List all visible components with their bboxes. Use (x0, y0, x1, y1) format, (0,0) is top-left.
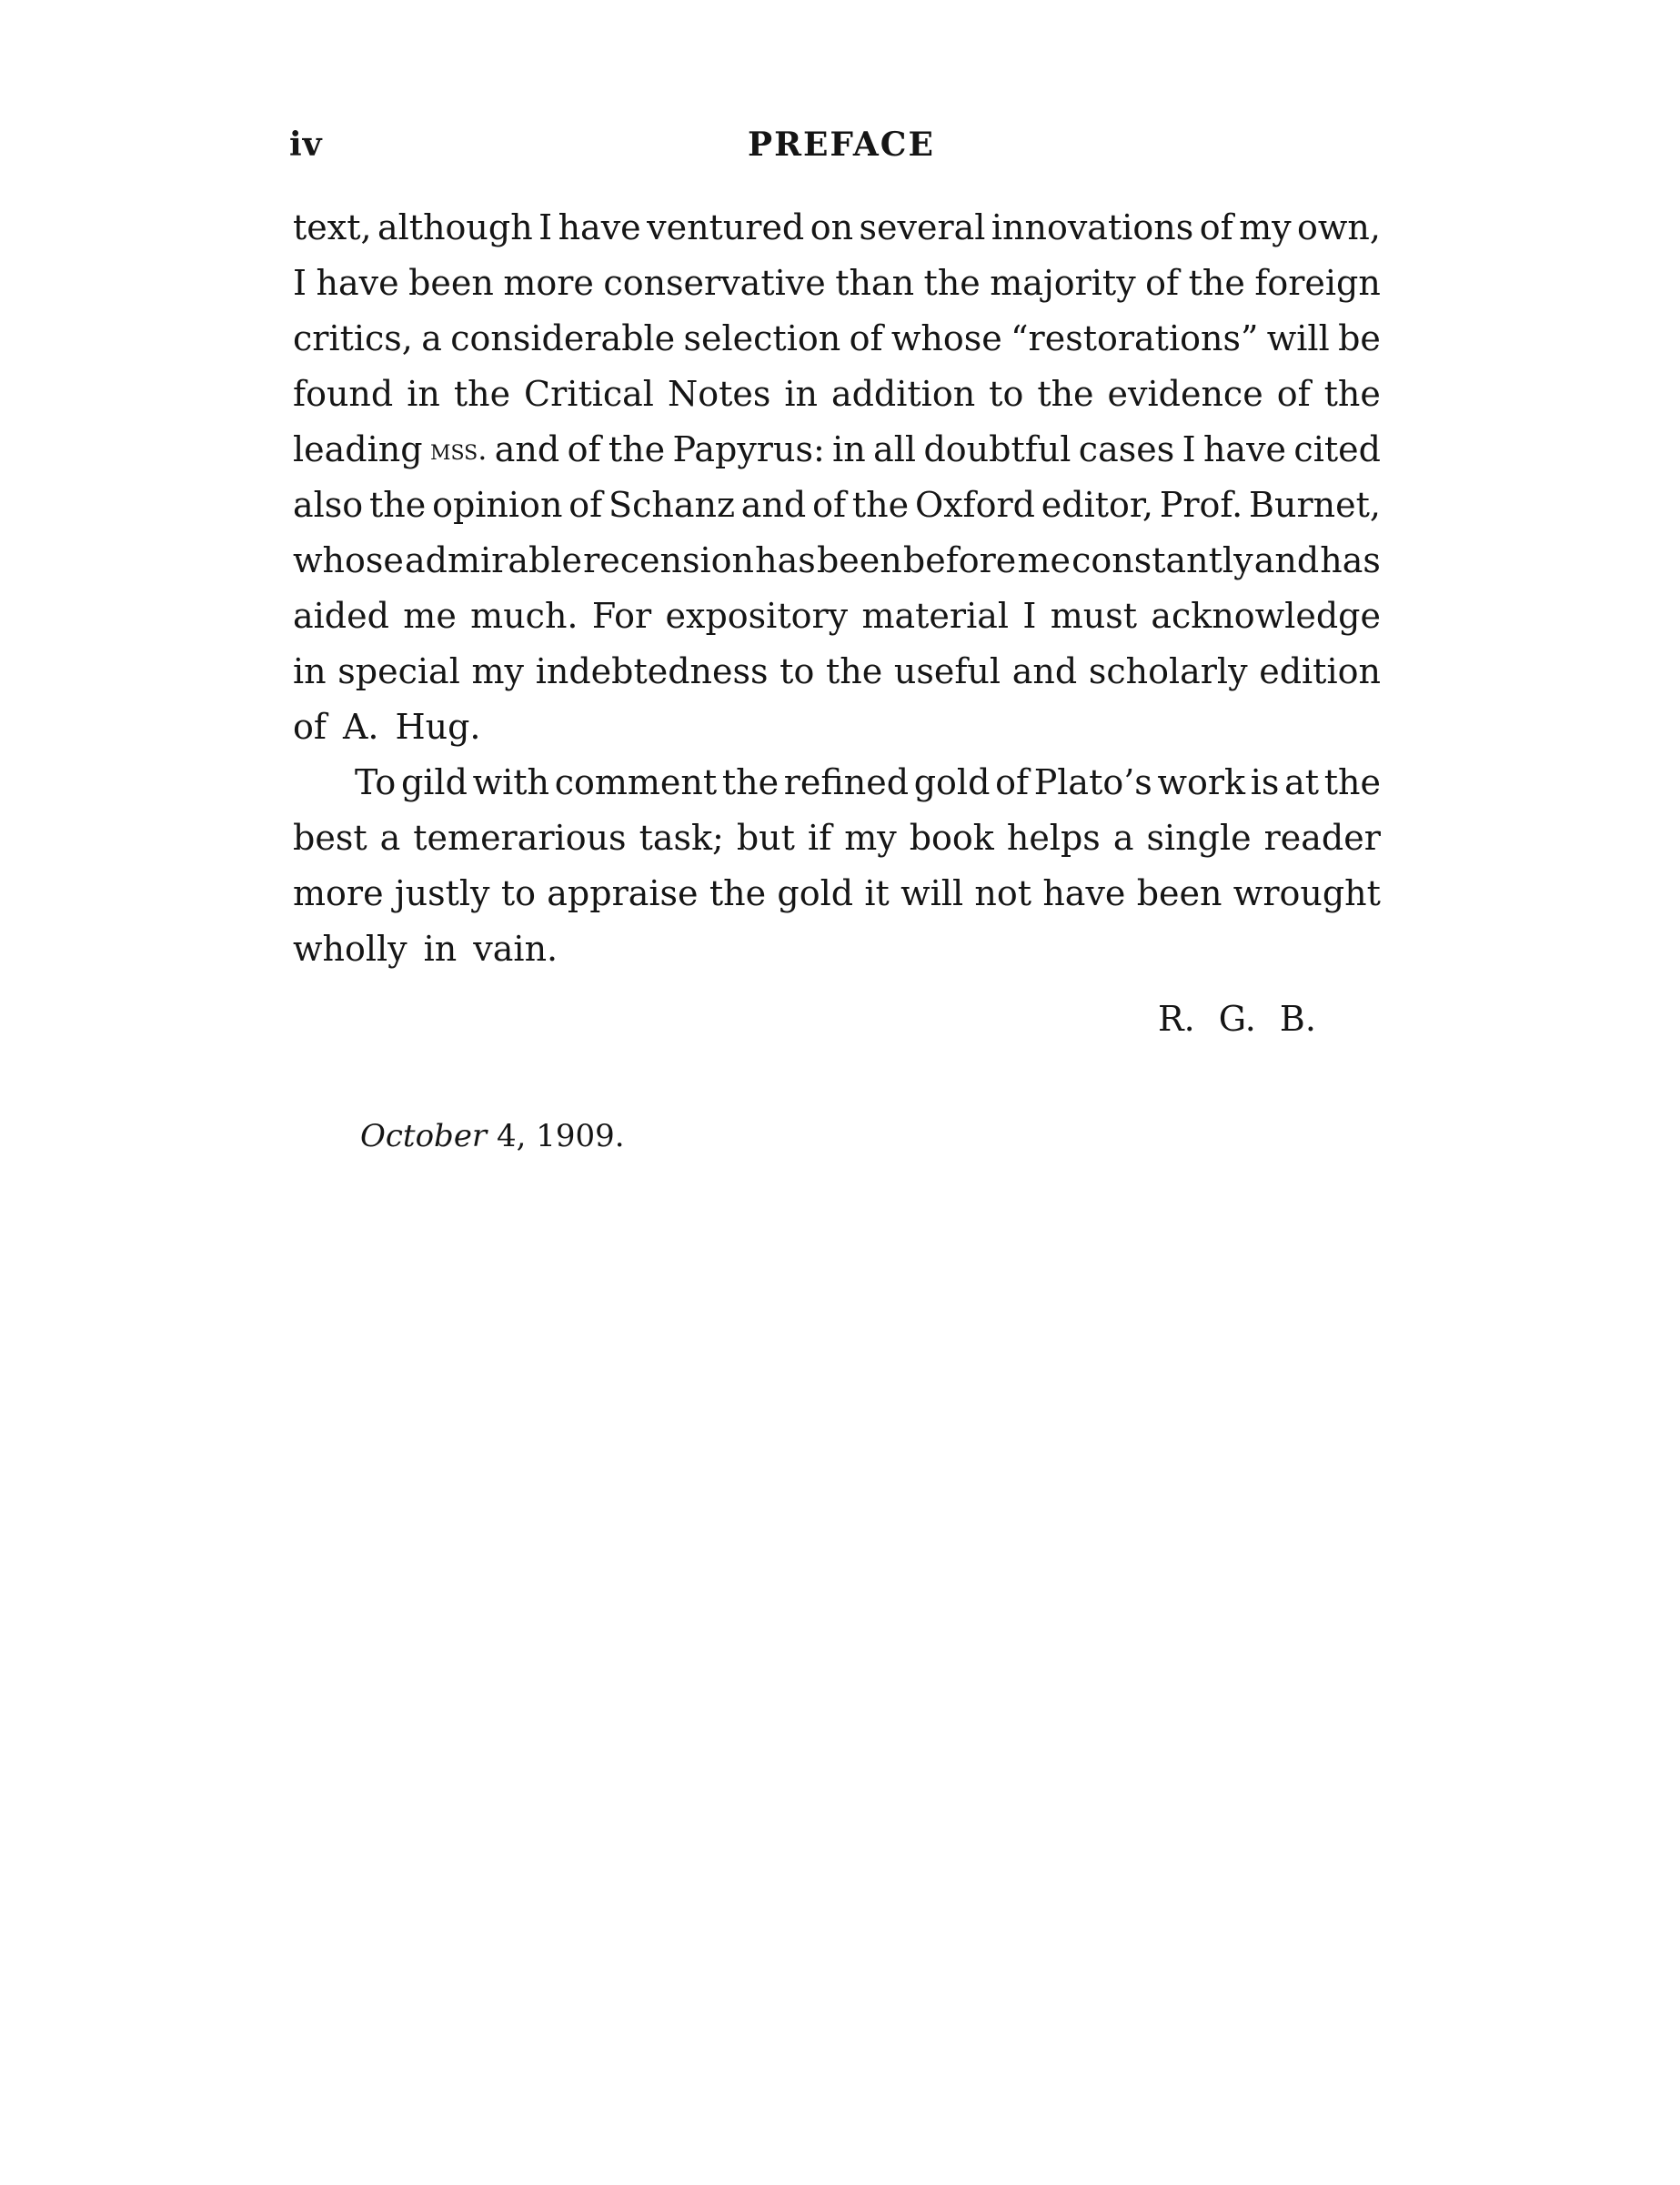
word: gild (400, 762, 468, 802)
word: in (293, 651, 327, 691)
text-line (293, 311, 1381, 367)
word: will (1266, 318, 1330, 358)
word: “restorations” (1011, 318, 1259, 358)
word: with (472, 762, 550, 802)
word: not (974, 873, 1032, 913)
word: editor, (1041, 485, 1153, 525)
word: of (995, 762, 1030, 802)
word: found (293, 374, 394, 414)
word: of (568, 485, 603, 525)
word: special (337, 651, 460, 691)
word: material (861, 596, 1010, 636)
word: best (293, 818, 367, 858)
word: a (1112, 818, 1134, 858)
word: refined (783, 762, 910, 802)
word: To (355, 762, 397, 802)
word: ventured (647, 207, 805, 247)
word: the (453, 374, 511, 414)
word: Papyrus: (672, 429, 825, 469)
word: all (873, 429, 917, 469)
word: have (558, 207, 641, 247)
word: I (538, 207, 553, 247)
word: For (591, 596, 652, 636)
word: whose (293, 540, 404, 580)
word: Hug. (395, 707, 481, 747)
word: mss. (429, 432, 488, 467)
word: has (1320, 540, 1381, 580)
word: I (1182, 429, 1196, 469)
text-line (293, 811, 1381, 866)
word: much. (470, 596, 578, 636)
word: been (1136, 873, 1222, 913)
word: have (1042, 873, 1126, 913)
word: opinion (432, 485, 563, 525)
word: than (835, 263, 915, 303)
word: the (923, 263, 981, 303)
word: to (780, 651, 815, 691)
word: the (608, 429, 666, 469)
word: before (902, 540, 1017, 580)
word: my (1239, 207, 1292, 247)
word: text, (293, 207, 372, 247)
word: of (293, 707, 327, 747)
word: leading (293, 429, 423, 469)
word: several (859, 207, 986, 247)
word: scholarly (1088, 651, 1248, 691)
word: a (379, 818, 401, 858)
word: and (494, 429, 560, 469)
word: gold (777, 873, 854, 913)
word: be (1338, 318, 1381, 358)
word: the (825, 651, 883, 691)
word: comment (554, 762, 718, 802)
date-line (360, 1118, 625, 1154)
word: the (369, 485, 427, 525)
word: selection (683, 318, 841, 358)
word: is (1250, 762, 1280, 802)
word: of (1199, 207, 1233, 247)
word: the (1323, 762, 1381, 802)
text-line (293, 755, 1381, 811)
word: the (721, 762, 780, 802)
word: more (503, 263, 594, 303)
word: my (844, 818, 897, 858)
word: gold (913, 762, 991, 802)
word: own, (1297, 207, 1381, 247)
word: conservative (603, 263, 826, 303)
word: of (812, 485, 847, 525)
word: reader (1263, 818, 1381, 858)
word: and (1011, 651, 1078, 691)
word: Prof. (1159, 485, 1243, 525)
word: acknowledge (1151, 596, 1381, 636)
signature-initials: R. G. B. (1158, 999, 1316, 1039)
word: aided (293, 596, 389, 636)
word: indebtedness (535, 651, 769, 691)
word: I (1022, 596, 1037, 636)
word: has (755, 540, 816, 580)
word: Notes (667, 374, 771, 414)
page-number: iv (289, 126, 323, 164)
word: have (1202, 429, 1287, 469)
text-line (293, 700, 1381, 755)
word: a (421, 318, 442, 358)
word: to (500, 873, 536, 913)
word: the (709, 873, 767, 913)
word: foreign (1254, 263, 1381, 303)
word: it (864, 873, 890, 913)
word: the (1188, 263, 1245, 303)
word: edition (1259, 651, 1381, 691)
word: my (471, 651, 525, 691)
word: of (567, 429, 601, 469)
word: A. (342, 707, 379, 747)
word: been (816, 540, 902, 580)
word: Oxford (914, 485, 1035, 525)
word: but (736, 818, 795, 858)
word: task; (639, 818, 724, 858)
word: book (909, 818, 994, 858)
text-line (293, 478, 1381, 533)
word: wholly (293, 929, 407, 969)
word: been (408, 263, 494, 303)
word: cases (1078, 429, 1175, 469)
text-line (293, 589, 1381, 644)
word: constantly (1071, 540, 1253, 580)
word: helps (1006, 818, 1101, 858)
text-line (293, 921, 1381, 977)
word: Critical (524, 374, 654, 414)
word: in (832, 429, 866, 469)
word: the (1037, 374, 1094, 414)
word: also (293, 485, 364, 525)
word: useful (893, 651, 1001, 691)
word: single (1146, 818, 1252, 858)
word: Schanz (609, 485, 735, 525)
preface-text (293, 200, 1381, 977)
word: will (900, 873, 964, 913)
word: whose (890, 318, 1002, 358)
running-head-title: PREFACE (748, 126, 935, 164)
date-month: October (360, 1118, 488, 1154)
word: have (316, 263, 399, 303)
text-line (293, 367, 1381, 422)
date-day-year: 4, 1909. (497, 1118, 625, 1154)
word: more (293, 873, 384, 913)
word: the (851, 485, 910, 525)
word: must (1050, 596, 1138, 636)
word: although (377, 207, 533, 247)
word: and (1253, 540, 1320, 580)
word: me (403, 596, 457, 636)
word: considerable (450, 318, 676, 358)
word: expository (665, 596, 849, 636)
word: cited (1293, 429, 1381, 469)
text-line (293, 256, 1381, 311)
word: in (423, 929, 458, 969)
word: evidence (1107, 374, 1263, 414)
text-line (293, 200, 1381, 256)
word: the (1323, 374, 1381, 414)
word: of (849, 318, 883, 358)
word: Burnet, (1249, 485, 1381, 525)
word: to (989, 374, 1024, 414)
word: doubtful (923, 429, 1071, 469)
word: if (807, 818, 832, 858)
word: admirable (405, 540, 582, 580)
word: appraise (547, 873, 699, 913)
word: of (1276, 374, 1311, 414)
text-line (293, 644, 1381, 700)
text-line (293, 533, 1381, 589)
word: temerarious (413, 818, 627, 858)
word: me (1017, 540, 1071, 580)
word: I (293, 263, 307, 303)
word: critics, (293, 318, 413, 358)
word: and (740, 485, 807, 525)
word: work (1157, 762, 1246, 802)
text-line (293, 866, 1381, 921)
text-line (293, 422, 1381, 478)
word: majority (990, 263, 1136, 303)
word: at (1284, 762, 1320, 802)
word: wrought (1232, 873, 1381, 913)
word: addition (830, 374, 976, 414)
word: Plato’s (1033, 762, 1152, 802)
word: justly (394, 873, 490, 913)
word: vain. (473, 929, 558, 969)
word: on (810, 207, 854, 247)
word: in (784, 374, 818, 414)
word: in (407, 374, 440, 414)
word: of (1145, 263, 1180, 303)
word: recension (583, 540, 755, 580)
word: innovations (991, 207, 1194, 247)
